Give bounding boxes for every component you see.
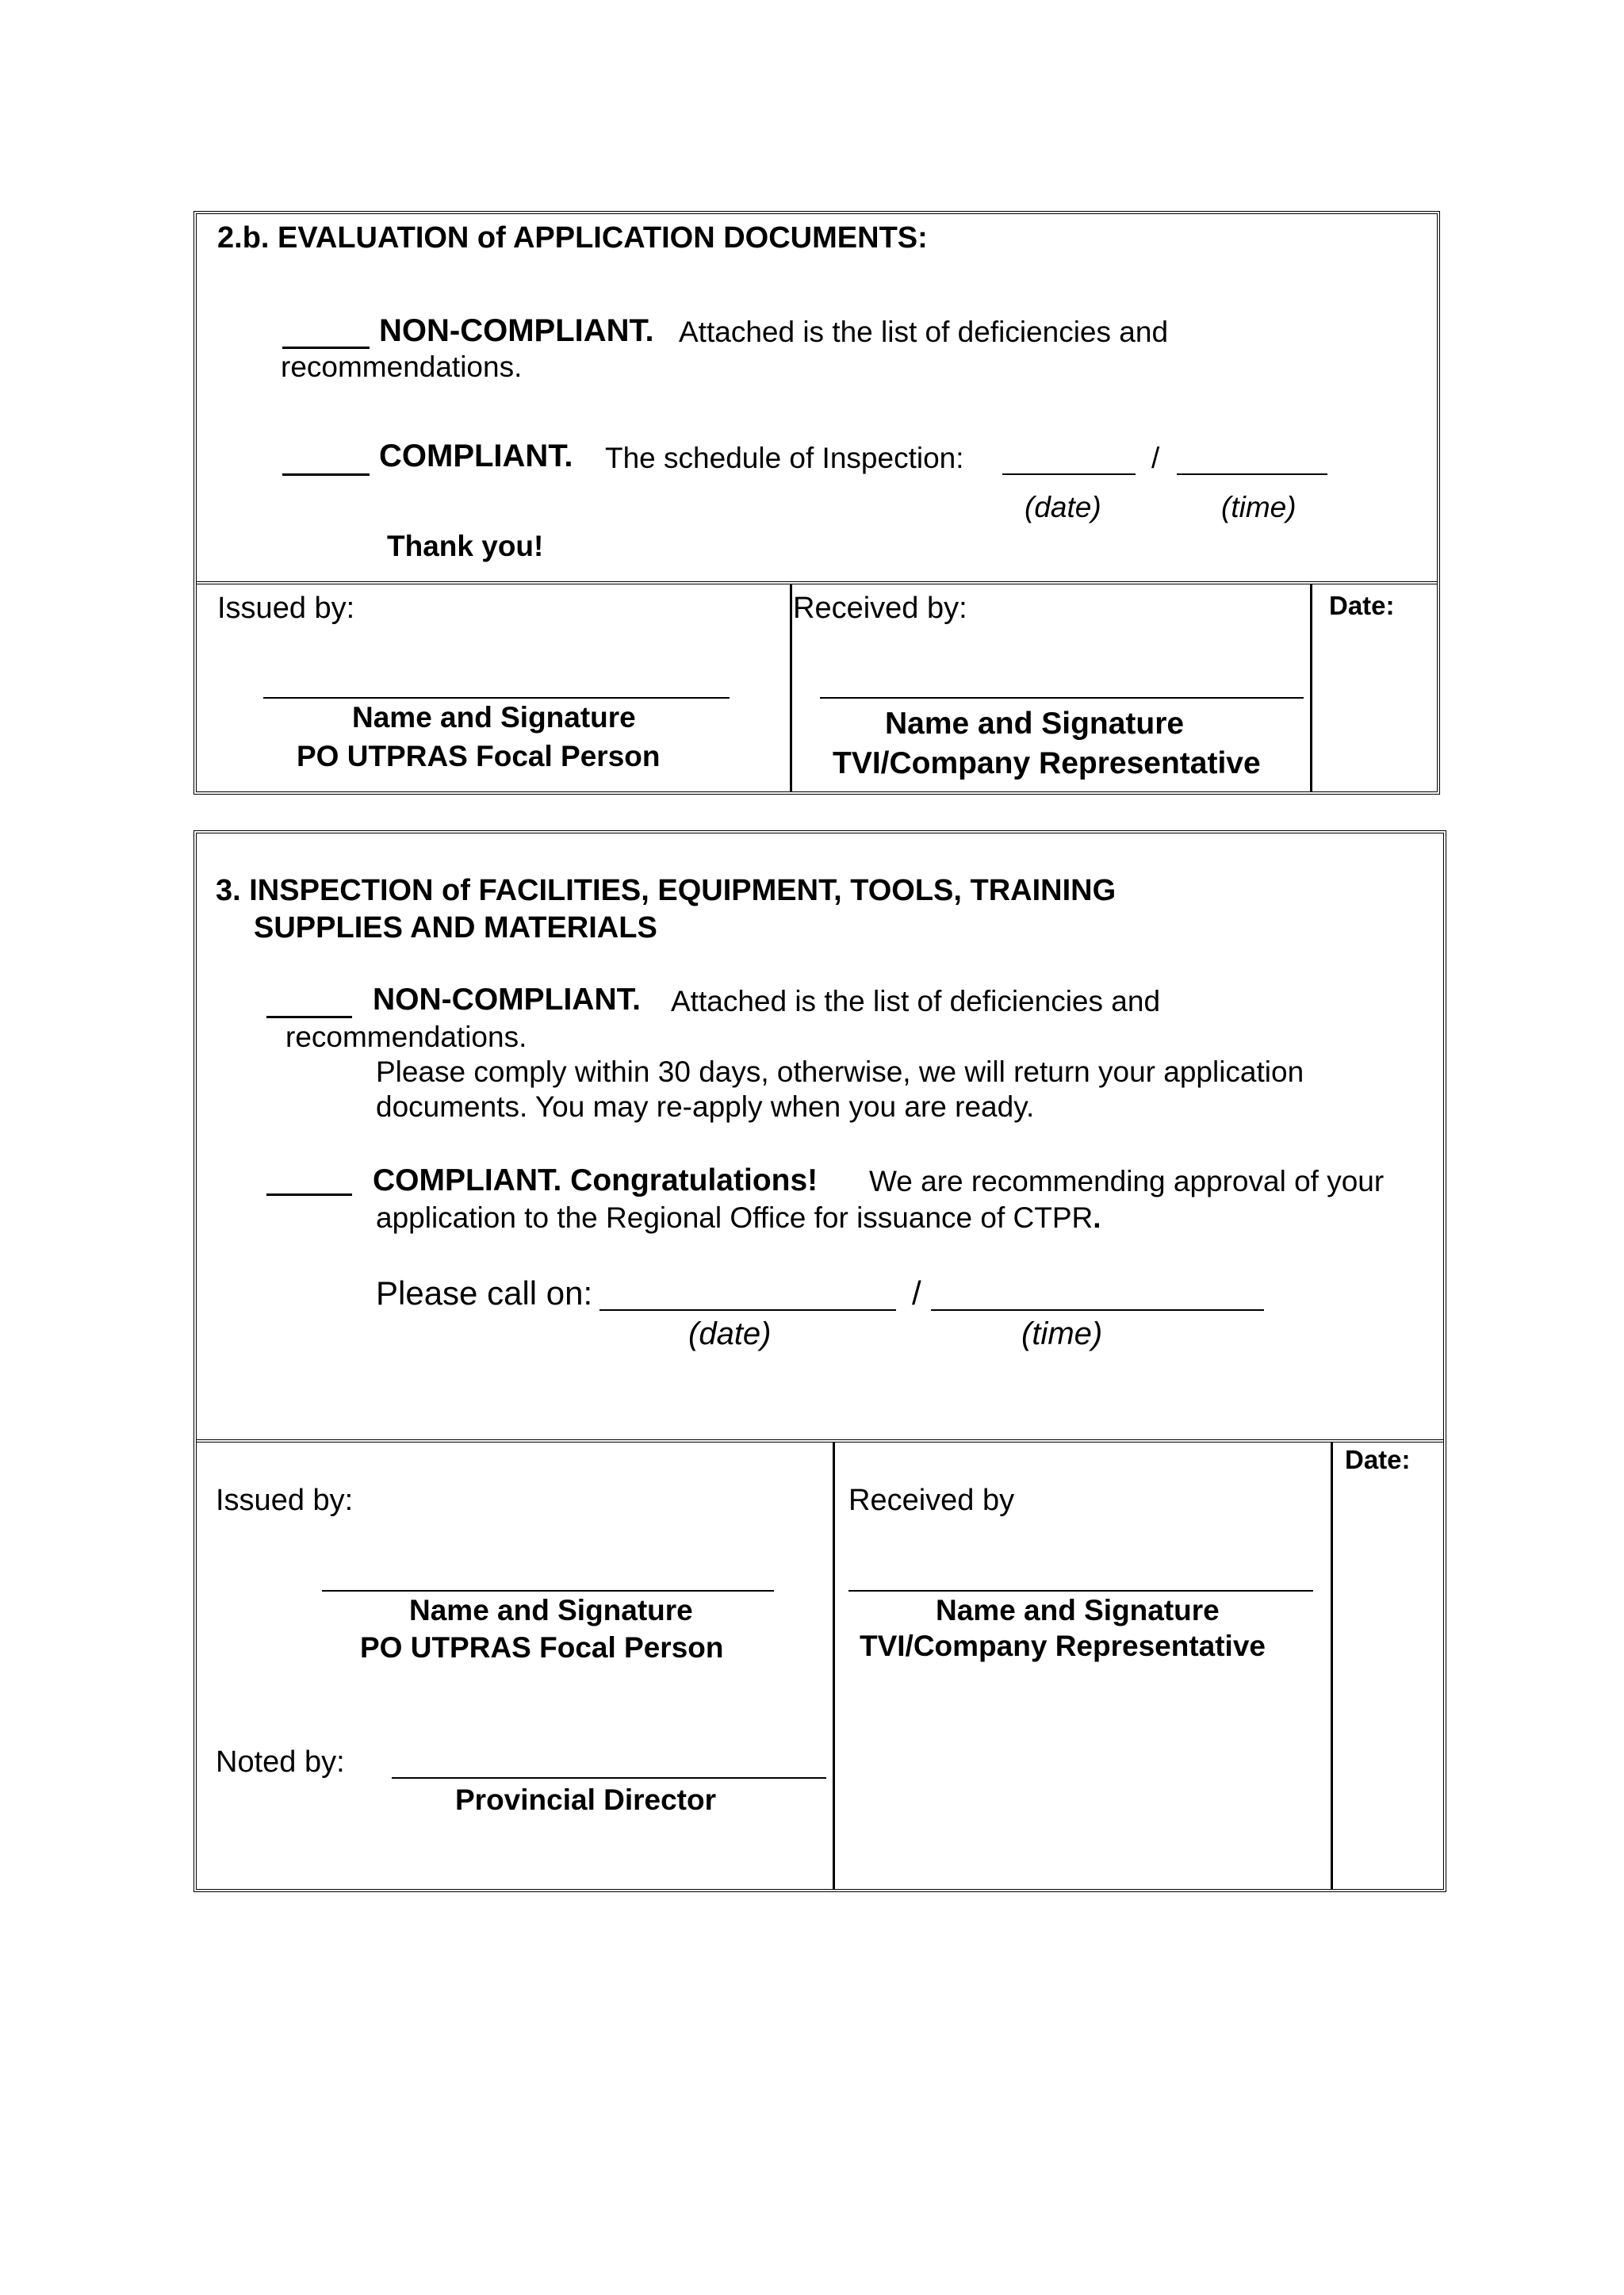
ctpr-text: application to the Regional Office for issuance of CTPR <box>376 1201 1094 1234</box>
issued-role-label: PO UTPRAS Focal Person <box>297 740 661 772</box>
received-name-label: Name and Signature <box>885 707 1185 741</box>
received-signature-line[interactable] <box>820 697 1304 699</box>
section-2b-col-divider-1 <box>790 584 792 792</box>
date-header-3: Date: <box>1345 1445 1411 1474</box>
ctpr-period: . <box>1093 1201 1101 1234</box>
inspection-issued-role-label: PO UTPRAS Focal Person <box>360 1631 724 1664</box>
section-2b-divider <box>197 581 1437 584</box>
inspection-issued-signature-line[interactable] <box>322 1590 774 1592</box>
inspection-received-name-label: Name and Signature <box>936 1594 1220 1626</box>
please-call-on-label: Please call on: <box>376 1274 593 1312</box>
call-on-slash: / <box>912 1274 921 1312</box>
received-by-label: Received by: <box>793 592 967 625</box>
inspection-received-role-label: TVI/Company Representative <box>860 1630 1266 1662</box>
inspection-compliant-text-2 <box>376 1201 1101 1235</box>
inspection-compliant-checkbox-line[interactable] <box>266 1193 352 1196</box>
inspection-noncompliant-checkbox-line[interactable] <box>266 1016 352 1018</box>
section-3-col-divider-2 <box>1331 1443 1333 1889</box>
inspection-received-signature-line[interactable] <box>848 1590 1313 1592</box>
inspection-issued-by-label: Issued by: <box>216 1484 354 1517</box>
issued-name-label: Name and Signature <box>352 701 636 734</box>
provincial-director-label: Provincial Director <box>455 1784 717 1816</box>
thank-you-text: Thank you! <box>387 530 544 562</box>
inspection-time-field[interactable] <box>1177 473 1327 475</box>
section-3-title-line-1: 3. INSPECTION of FACILITIES, EQUIPMENT, TOOLS, TRAINING <box>216 874 1116 907</box>
inspection-compliant-text: We are recommending approval of your <box>869 1165 1385 1197</box>
section-3-divider <box>197 1439 1443 1443</box>
section-2b-title: 2.b. EVALUATION of APPLICATION DOCUMENTS: <box>217 221 928 255</box>
call-on-time-label: (time) <box>1021 1316 1103 1351</box>
date-header-2b: Date: <box>1329 591 1395 620</box>
issued-by-label: Issued by: <box>217 592 355 625</box>
inspection-date-label: (date) <box>1025 491 1101 523</box>
noncompliant-checkbox-line[interactable] <box>282 347 370 349</box>
inspection-noncompliant-text: Attached is the list of deficiencies and <box>671 985 1161 1017</box>
call-on-date-label: (date) <box>688 1316 772 1351</box>
compliant-label: COMPLIANT. <box>379 439 573 473</box>
inspection-noncompliant-text-2: recommendations. <box>285 1021 527 1053</box>
inspection-date-field[interactable] <box>1002 473 1136 475</box>
inspection-noncompliant-label: NON-COMPLIANT. <box>373 983 641 1017</box>
inspection-issued-name-label: Name and Signature <box>409 1594 693 1626</box>
noncompliant-text: Attached is the list of deficiencies and <box>679 316 1169 348</box>
inspection-received-by-label: Received by <box>848 1484 1015 1517</box>
inspection-time-label: (time) <box>1221 491 1297 523</box>
section-3-col-divider-1 <box>833 1443 835 1889</box>
issued-signature-line[interactable] <box>263 697 730 699</box>
call-on-date-field[interactable] <box>599 1309 896 1311</box>
received-role-label: TVI/Company Representative <box>833 746 1261 780</box>
section-2b-col-divider-2 <box>1310 584 1312 792</box>
inspection-slash: / <box>1151 442 1160 474</box>
noted-by-label: Noted by: <box>216 1745 345 1779</box>
comply-instruction-line-1: Please comply within 30 days, otherwise, we will return your application <box>376 1056 1304 1088</box>
inspection-compliant-label: COMPLIANT. Congratulations! <box>373 1163 818 1197</box>
noncompliant-label: NON-COMPLIANT. <box>379 313 654 348</box>
call-on-time-field[interactable] <box>931 1309 1264 1311</box>
comply-instruction-line-2: documents. You may re-apply when you are ready. <box>376 1090 1035 1123</box>
section-3-title-line-2: SUPPLIES AND MATERIALS <box>254 911 657 944</box>
compliant-text: The schedule of Inspection: <box>605 442 964 474</box>
compliant-checkbox-line[interactable] <box>282 473 370 476</box>
noted-signature-line[interactable] <box>392 1777 826 1779</box>
noncompliant-text-2: recommendations. <box>281 351 523 383</box>
